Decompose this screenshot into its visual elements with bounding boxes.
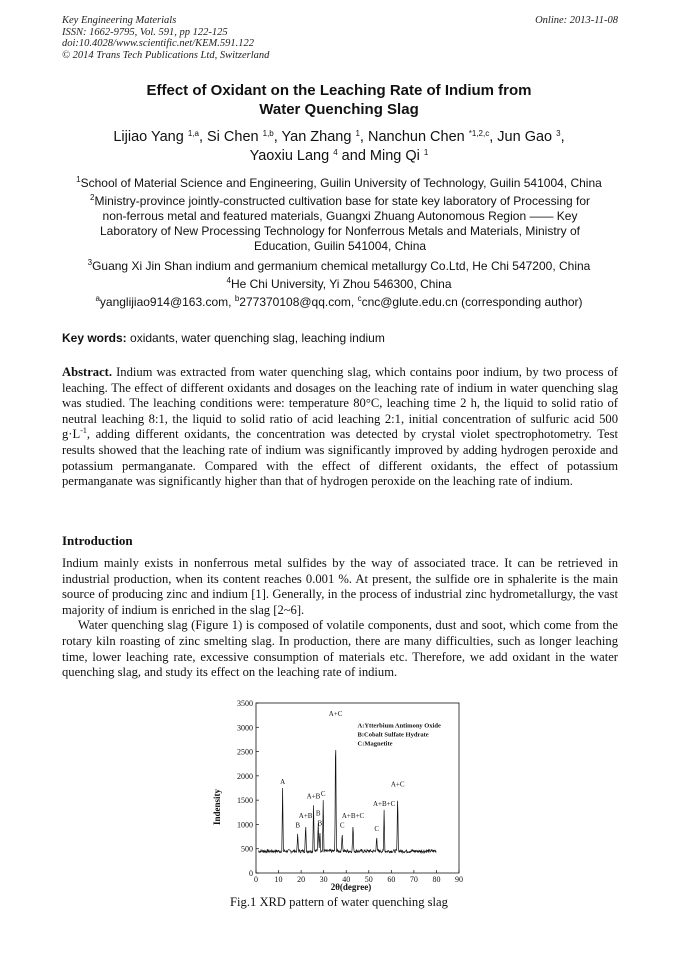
abstract-text-2: , adding different oxidants, the concentration was detected by crystal violet spectrophotometry. Test results showed that the leaching rate of indium was significantly improved by adding hydrogen peroxide and potassium permanganate. Compared with the effect of different oxidants, the effect of potassium permanganate was significantly higher than that of hydrogen peroxide on the leaching rate of indium. [62,427,618,489]
y-tick-label: 3000 [237,723,253,733]
y-tick-label: 2500 [237,747,253,757]
affiliation-3 [60,259,618,274]
peak-label: C [374,825,380,834]
author-affil: 1,b [262,129,274,138]
x-tick-label: 10 [274,875,283,884]
peak-label: C [320,790,326,799]
journal-header [62,15,618,61]
y-axis-label: Indensity [212,788,222,826]
peak-label: A+B [298,812,313,820]
paragraph: Indium mainly exists in nonferrous metal sulfides by the way of associated trace. It can be retrieved in industrial production, when its content reaches 0.001 %. At present, the sulfide ore in sphalerite is the main source of producing zinc and indium [1]. Generally, in the process of industrial zinc hydrometallurgy, the vast majority of indium is enriched in the slag [2~6]. [62,556,618,617]
abstract-text: Indium was extracted from water quenching slag, which contains poor indium, by two process of leaching. The effect of different oxidants and dosages on the leaching rate of indium in water quenching slag was studied. The leaching conditions were: temperature 80°C, leaching time 2 h, the liquid to solid ratio of neutral leaching 8:1, the liquid to solid ratio of acid leaching 2:1, initial concentration of sulfuric acid 500 g·L [62,365,618,442]
x-tick-label: 40 [342,875,351,884]
email-b: 277370108@qq.com, [239,295,355,309]
x-tick-label: 50 [364,875,373,884]
affil-text: School of Material Science and Engineering, Guilin University of Technology, Guilin 541004, China [80,176,602,190]
x-tick-label: 20 [297,875,306,884]
peak-label: B [295,821,301,830]
peak-label: B [315,809,321,818]
y-tick-label: 2000 [237,771,253,781]
x-tick-label: 70 [409,875,418,884]
affiliation-1 [60,176,618,191]
title-line-1: Effect of Oxidant on the Leaching Rate of Indium from [146,82,532,99]
y-tick-label: 500 [241,844,253,854]
online-date: Online: 2013-11-08 [535,15,618,26]
section-heading: Introduction [62,533,133,548]
y-tick-label: 1500 [237,796,253,806]
author-affil: 3 [556,129,561,138]
affil-number: 3 [87,258,93,267]
email-c: cnc@glute.edu.cn (corresponding author) [361,295,583,309]
xrd-chart [204,695,474,893]
author-name: Ming Qi [369,148,420,164]
author-affil: 1 [355,129,360,138]
x-tick-label: 30 [319,875,328,884]
peak-label: C [339,821,345,830]
introduction-body [62,556,618,681]
peak-label: A+C [328,710,343,718]
affil-number: 2 [90,193,95,202]
xrd-trace [258,750,436,853]
affil-text: Ministry-province jointly-constructed cultivation base for state key laboratory of Processing for non-ferrous metal and featured materials, Guangxi Zhuang Autonomous Region —— Key Laboratory of New Processing Technology for Nonferrous Metals and Materials, Ministry of Education, Guilin 541004, China [94,194,590,253]
y-tick-label: 0 [249,869,253,878]
affil-text: Guang Xi Jin Shan indium and germanium chemical metallurgy Co.Ltd, He Chi 547200, China [92,259,591,273]
x-axis-label: 2θ(degree) [330,882,372,892]
unit-exponent: -1 [80,426,87,436]
legend-entry: B:Cobalt Sulfate Hydrate [357,731,429,739]
affil-number: 1 [76,175,81,184]
affil-text: He Chi University, Yi Zhou 546300, China [230,277,452,291]
legend-entry: C:Magnetite [357,740,393,748]
y-tick-label: 1000 [237,820,253,830]
abstract [62,365,618,490]
y-tick-label: 3500 [237,699,253,708]
journal-doi: doi:10.4028/www.scientific.net/KEM.591.122 [62,38,254,49]
journal-copyright: © 2014 Trans Tech Publications Ltd, Switzerland [62,49,270,61]
author-affil: 1,a [187,129,199,138]
author-affil: 4 [333,148,338,157]
author-name: Yan Zhang [281,129,352,145]
keywords [62,331,618,345]
author-list: Lijiao Yang $^{1,a}$, Si Chen $^{1,b}$, Yan Zhang $^1$, Nanchun Chen $^{*1,2,c}$, Jun Gao $^3$, Yaoxiu Lang $^4$ and Ming Qi $^1$ [113,129,565,164]
paragraph: Water quenching slag (Figure 1) is composed of volatile components, dust and soot, which come from the rotary kiln roasting of zinc smelting slag. In production, there are many difficulties, such as longer leaching time, lower leaching rate, excessive consumption of materials etc. Therefore, we add oxidant in the water quenching slag, and study its effect on the leaching rate of indium. [62,618,618,680]
title-line-2: Water Quenching Slag [259,101,419,118]
x-tick-label: 0 [254,875,258,884]
abstract-label: Abstract. [62,365,113,379]
journal-issn: ISSN: 1662-9795, Vol. 591, pp 122-125 [62,26,228,38]
author-emails: $^a$yanglijiao914@163.com, $^b$277370108@qq.com, $^c$cnc@glute.edu.cn (corresponding author) [95,294,583,309]
peak-label: A+C [390,780,405,789]
author-name: Si Chen [207,129,259,145]
peak-label: A [280,778,286,786]
chart-legend [358,722,442,747]
paper-title [60,81,618,119]
x-tick-label: 80 [432,875,441,884]
keywords-text: oxidants, water quenching slag, leaching indium [130,331,385,345]
author-name: Jun Gao [497,129,553,145]
email-a: yanglijiao914@163.com, [99,295,232,309]
legend-entry: A:Ytterbium Antimony Oxide [357,722,441,730]
affiliation-2 [82,194,598,254]
chart-line [258,750,436,853]
affiliation-4 [60,277,618,292]
keywords-label: Key words: [62,331,127,345]
author-name: Yaoxiu Lang [249,148,330,164]
peak-label: B [317,819,323,828]
author-affil: *1,2,c [468,129,490,138]
author-affil: 1 [423,148,429,157]
affil-number: 4 [226,276,231,285]
x-tick-label: 60 [387,875,396,884]
peak-label: A+B+C [372,799,396,808]
peak-label: A+B [306,792,321,801]
peak-label: A+B+C [341,812,365,820]
author-name: Nanchun Chen [367,129,465,145]
x-tick-label: 90 [455,875,463,884]
author-name: Lijiao Yang [113,129,184,145]
journal-name: Key Engineering Materials [62,15,177,26]
figure-caption: Fig.1 XRD pattern of water quenching slag [230,895,448,909]
